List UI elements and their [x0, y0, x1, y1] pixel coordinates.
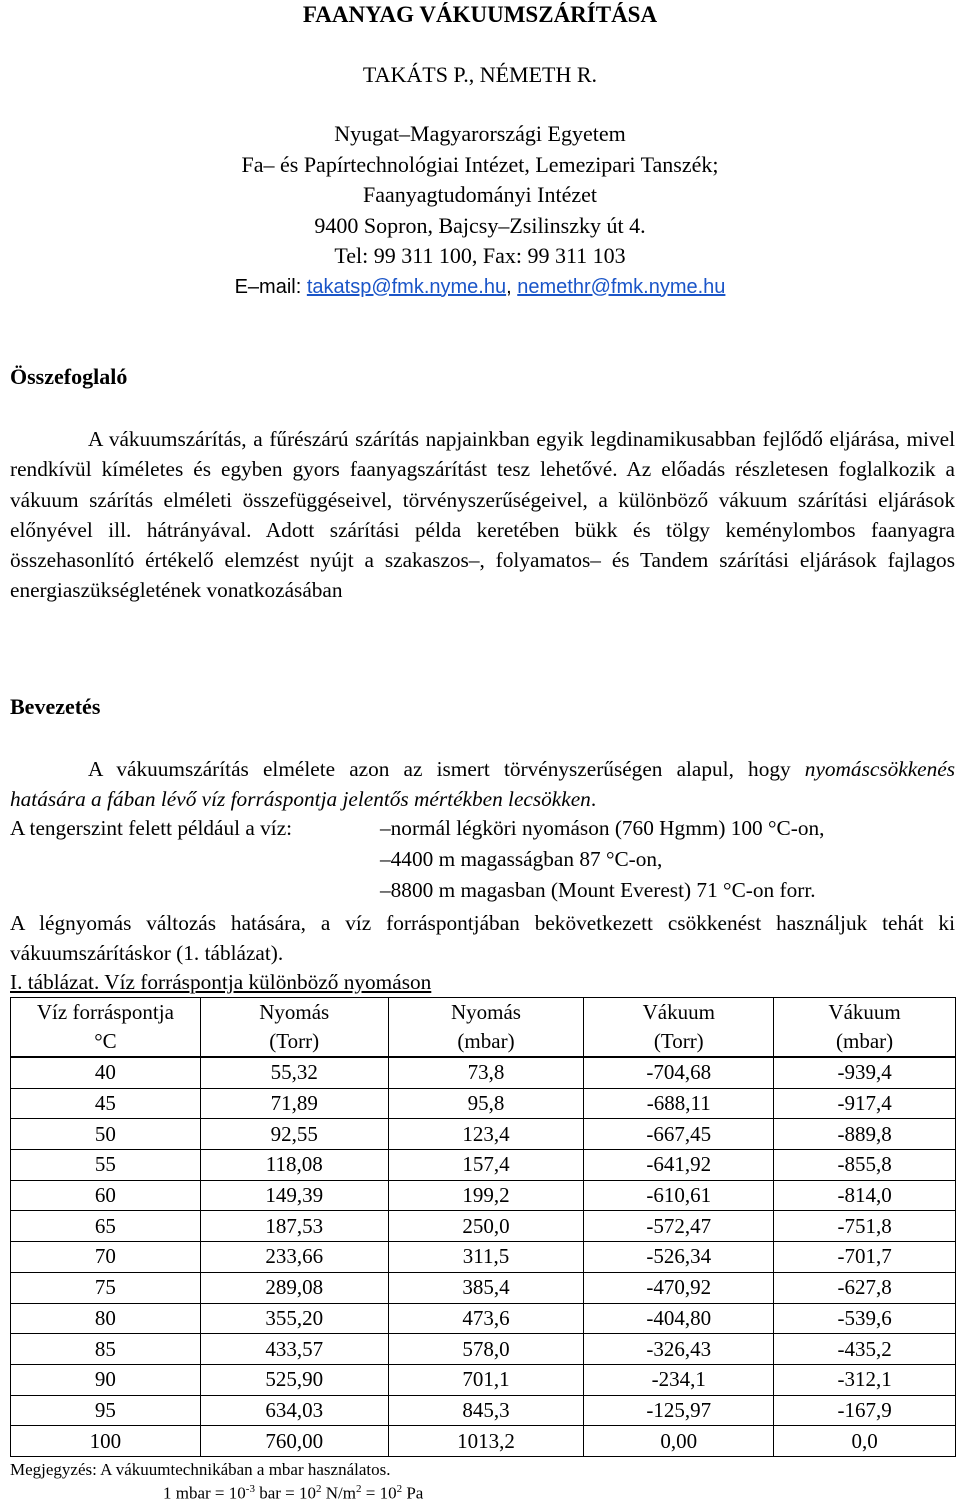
column-header-unit: (mbar) [774, 1027, 956, 1057]
table-row [11, 1364, 956, 1395]
intro-paragraph [10, 754, 955, 815]
table-cell: 311,5 [388, 1242, 584, 1273]
table-cell: -435,2 [774, 1334, 956, 1365]
affiliation-line: 9400 Sopron, Bajcsy–Zsilinszky út 4. [314, 212, 646, 238]
column-header-unit: (Torr) [584, 1027, 774, 1057]
table-row [11, 1334, 956, 1365]
example-line-2: –4400 m magasságban 87 °C-on, [380, 847, 663, 871]
table-row [11, 1150, 956, 1181]
table-cell: -855,8 [774, 1150, 956, 1181]
table-cell: 845,3 [388, 1395, 584, 1426]
affiliation-line: Fa– és Papírtechnológiai Intézet, Lemezipari Tanszék; [241, 151, 719, 177]
table-cell: 55,32 [200, 1057, 388, 1088]
table-row [11, 1242, 956, 1273]
affiliation-line: Tel: 99 311 100, Fax: 99 311 103 [334, 243, 626, 268]
table-cell: 73,8 [388, 1057, 584, 1088]
table-cell: -667,45 [584, 1119, 774, 1150]
table-cell: 80 [11, 1303, 201, 1334]
table-cell: 45 [11, 1088, 201, 1119]
table-cell: 187,53 [200, 1211, 388, 1242]
table-cell: 760,00 [200, 1426, 388, 1457]
column-header: Nyomás [388, 998, 584, 1028]
table-cell: 701,1 [388, 1364, 584, 1395]
table-cell: 60 [11, 1180, 201, 1211]
table-note: Megjegyzés: A vákuumtechnikában a mbar használatos. [10, 1460, 391, 1479]
affiliation-line: Faanyagtudományi Intézet [363, 182, 597, 207]
table-cell: -167,9 [774, 1395, 956, 1426]
example-line-3: –8800 m magasban (Mount Everest) 71 °C-on forr. [380, 878, 816, 902]
intro-italic-text: nyomáscsökkenés hatására a fában lévő víz forráspontja jelentős mértékben lecsökken [10, 757, 955, 812]
table-cell: 50 [11, 1119, 201, 1150]
table-cell: -470,92 [584, 1272, 774, 1303]
table-cell: 385,4 [388, 1272, 584, 1303]
boiling-point-table [10, 997, 956, 1457]
table-row [11, 1272, 956, 1303]
example-line-1: –normál légköri nyomáson (760 Hgmm) 100 °C-on, [380, 816, 825, 840]
table-cell: -234,1 [584, 1364, 774, 1395]
table-row [11, 1180, 956, 1211]
intro-paragraph-2 [10, 908, 955, 969]
table-cell: 70 [11, 1242, 201, 1273]
table-cell: 123,4 [388, 1119, 584, 1150]
affiliation-line: Nyugat–Magyarországi Egyetem [334, 121, 626, 146]
table-cell: 233,66 [200, 1242, 388, 1273]
table-cell: -404,80 [584, 1303, 774, 1334]
email-line [0, 272, 960, 303]
unit-formula: 1 mbar = $10^{-3}$ bar = $10^2$ $N/m^2 = 10^2$ Pa [163, 1483, 424, 1503]
table-cell: 0,00 [584, 1426, 774, 1457]
column-header: Nyomás [200, 998, 388, 1028]
table-cell: -751,8 [774, 1211, 956, 1242]
table-cell: 75 [11, 1272, 201, 1303]
table-cell: 100 [11, 1426, 201, 1457]
email-separator: , [506, 275, 518, 298]
column-header-unit: (Torr) [200, 1027, 388, 1057]
table-cell: -641,92 [584, 1150, 774, 1181]
email-link-takats[interactable]: takatsp@fmk.nyme.hu [306, 275, 507, 298]
table-cell: 92,55 [200, 1119, 388, 1150]
column-header: Vákuum [774, 998, 956, 1028]
table-cell: -814,0 [774, 1180, 956, 1211]
email-link-nemeth[interactable]: nemethr@fmk.nyme.hu [517, 275, 726, 298]
table-cell: 90 [11, 1364, 201, 1395]
table-cell: 65 [11, 1211, 201, 1242]
table-cell: -889,8 [774, 1119, 956, 1150]
table-cell: -627,8 [774, 1272, 956, 1303]
table-cell: 40 [11, 1057, 201, 1088]
table-cell: -688,11 [584, 1088, 774, 1119]
table-cell: 118,08 [200, 1150, 388, 1181]
intro-text: A vákuumszárítás elmélete azon az ismert törvényszerűségen alapul, hogy [88, 757, 805, 781]
table-cell: -704,68 [584, 1057, 774, 1088]
table-cell: 355,20 [200, 1303, 388, 1334]
table-body [11, 1057, 956, 1456]
table-row [11, 1395, 956, 1426]
intro-text-end: . [590, 787, 597, 812]
table-cell: -701,7 [774, 1242, 956, 1273]
table-cell: 71,89 [200, 1088, 388, 1119]
table-cell: 157,4 [388, 1150, 584, 1181]
table-cell: -526,34 [584, 1242, 774, 1273]
table-caption: I. táblázat. Víz forráspontja különböző nyomáson [10, 970, 432, 994]
paper-title: FAANYAG VÁKUUMSZÁRÍTÁSA [302, 2, 658, 27]
abstract-paragraph: A vákuumszárítás, a fűrészárú szárítás napjainkban egyik legdinamikusabban fejlődő eljárása, mivel rendkívül kíméletes és egyben gyors faanyagszárítást tesz lehetővé. Az előadás részletesen foglalkozik a vákuum szárítás elméleti összefüggéseivel, törvényszerűségeivel, a különböző vákuum szárítási eljárások előnyével ill. hátrányával. Adott szárítási példa keretében bükk és tölgy keménylombos faanyagra összehasonlító értékelő elemzést nyújt a szakaszos–, folyamatos– és Tandem szárítási eljárások fajlagos energiaszükségletének vonatkozásában [10, 427, 955, 603]
table-cell: 433,57 [200, 1334, 388, 1365]
table-row [11, 1303, 956, 1334]
table-cell: -610,61 [584, 1180, 774, 1211]
affiliation-block [0, 119, 960, 302]
paper-authors: TAKÁTS P., NÉMETH R. [362, 62, 598, 87]
table-cell: -125,97 [584, 1395, 774, 1426]
column-header-unit: °C [11, 1027, 201, 1057]
column-header: Víz forráspontja [11, 998, 201, 1028]
column-header: Vákuum [584, 998, 774, 1028]
table-row [11, 1119, 956, 1150]
table-cell: 525,90 [200, 1364, 388, 1395]
table-cell: -572,47 [584, 1211, 774, 1242]
table-row [11, 1057, 956, 1088]
email-label: E–mail: [234, 275, 307, 298]
table-cell: 95 [11, 1395, 201, 1426]
table-cell: -917,4 [774, 1088, 956, 1119]
table-row [11, 1211, 956, 1242]
table-cell: -939,4 [774, 1057, 956, 1088]
table-cell: 85 [11, 1334, 201, 1365]
table-cell: 578,0 [388, 1334, 584, 1365]
table-cell: 634,03 [200, 1395, 388, 1426]
intro-text-2: A légnyomás változás hatására, a víz forráspontjában bekövetkezett csökkenést használjuk tehát ki vákuumszárításkor (1. táblázat). [10, 911, 955, 966]
table-cell: 1013,2 [388, 1426, 584, 1457]
table-cell: 149,39 [200, 1180, 388, 1211]
abstract-heading: Összefoglaló [10, 364, 128, 389]
column-header-unit: (mbar) [388, 1027, 584, 1057]
table-cell: -326,43 [584, 1334, 774, 1365]
table-cell: 199,2 [388, 1180, 584, 1211]
intro-heading: Bevezetés [10, 694, 101, 719]
table-row [11, 1426, 956, 1457]
abstract-text [10, 424, 955, 606]
table-cell: -312,1 [774, 1364, 956, 1395]
table-cell: 55 [11, 1150, 201, 1181]
table-cell: 289,08 [200, 1272, 388, 1303]
example-label: A tengerszint felett például a víz: [10, 816, 293, 840]
table-row [11, 1088, 956, 1119]
table-cell: 250,0 [388, 1211, 584, 1242]
table-cell: 0,0 [774, 1426, 956, 1457]
table-cell: -539,6 [774, 1303, 956, 1334]
table-cell: 473,6 [388, 1303, 584, 1334]
table-cell: 95,8 [388, 1088, 584, 1119]
